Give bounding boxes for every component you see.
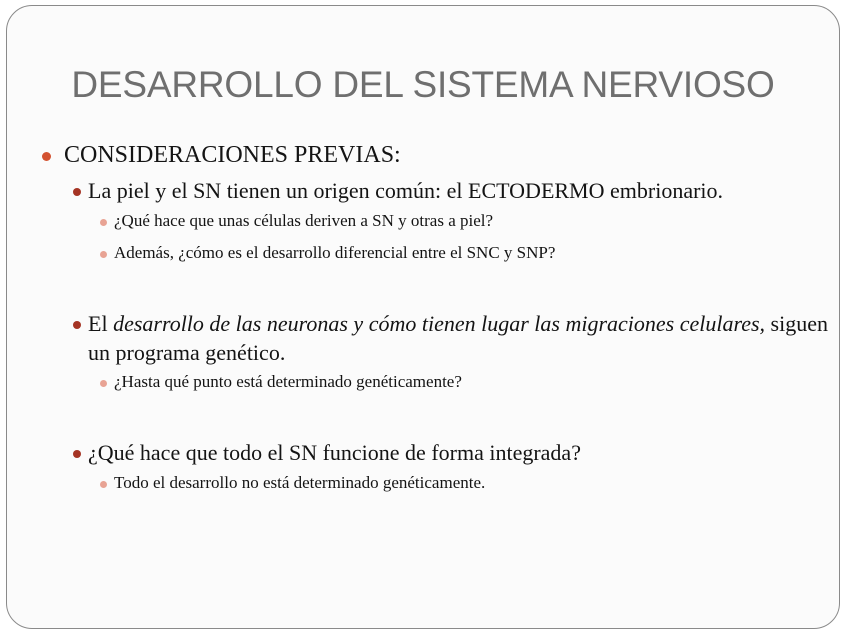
bullet-text-italic: desarrollo de las neuronas y cómo tienen lugar las migraciones celulares, — [113, 310, 766, 336]
bullet-level1 — [37, 140, 837, 171]
bullet-level3 — [37, 242, 837, 264]
bullet-dot-icon — [73, 321, 81, 329]
bullet-text: La piel y el SN tienen un origen común: el ECTODERMO embrionario. — [88, 178, 724, 204]
bullet-text: ¿Qué hace que unas células deriven a SN y otras a piel? — [114, 210, 494, 230]
bullet-text-suffix: siguen un programa genético. — [88, 310, 828, 365]
bullet-text: ¿Hasta qué punto está determinado genéticamente? — [114, 372, 462, 392]
bullet-level2 — [37, 177, 837, 206]
bullet-level2 — [37, 439, 837, 468]
spacer — [37, 403, 837, 439]
bullet-level3 — [37, 210, 837, 232]
bullet-level3 — [37, 371, 837, 393]
bullet-text: CONSIDERACIONES PREVIAS: — [64, 142, 401, 168]
bullet-text: ¿Qué hace que todo el SN funcione de forma integrada? — [88, 440, 581, 466]
bullet-dot-icon — [100, 251, 107, 258]
bullet-dot-icon — [100, 481, 107, 488]
bullet-text-prefix: El — [88, 310, 114, 336]
bullet-dot-icon — [73, 450, 81, 458]
bullet-text: Todo el desarrollo no está determinado genéticamente. — [114, 472, 486, 492]
bullet-dot-icon — [100, 219, 107, 226]
slide-title: DESARROLLO DEL SISTEMA NERVIOSO — [71, 64, 775, 105]
bullet-level2 — [37, 310, 837, 367]
slide-content — [37, 140, 837, 504]
spacer — [37, 274, 837, 310]
slide — [6, 5, 840, 629]
bullet-dot-icon — [100, 380, 107, 387]
bullet-text: Además, ¿cómo es el desarrollo diferencial entre el SNC y SNP? — [114, 242, 556, 262]
bullet-dot-icon — [73, 188, 81, 196]
bullet-dot-icon — [42, 152, 51, 161]
bullet-level3 — [37, 472, 837, 494]
